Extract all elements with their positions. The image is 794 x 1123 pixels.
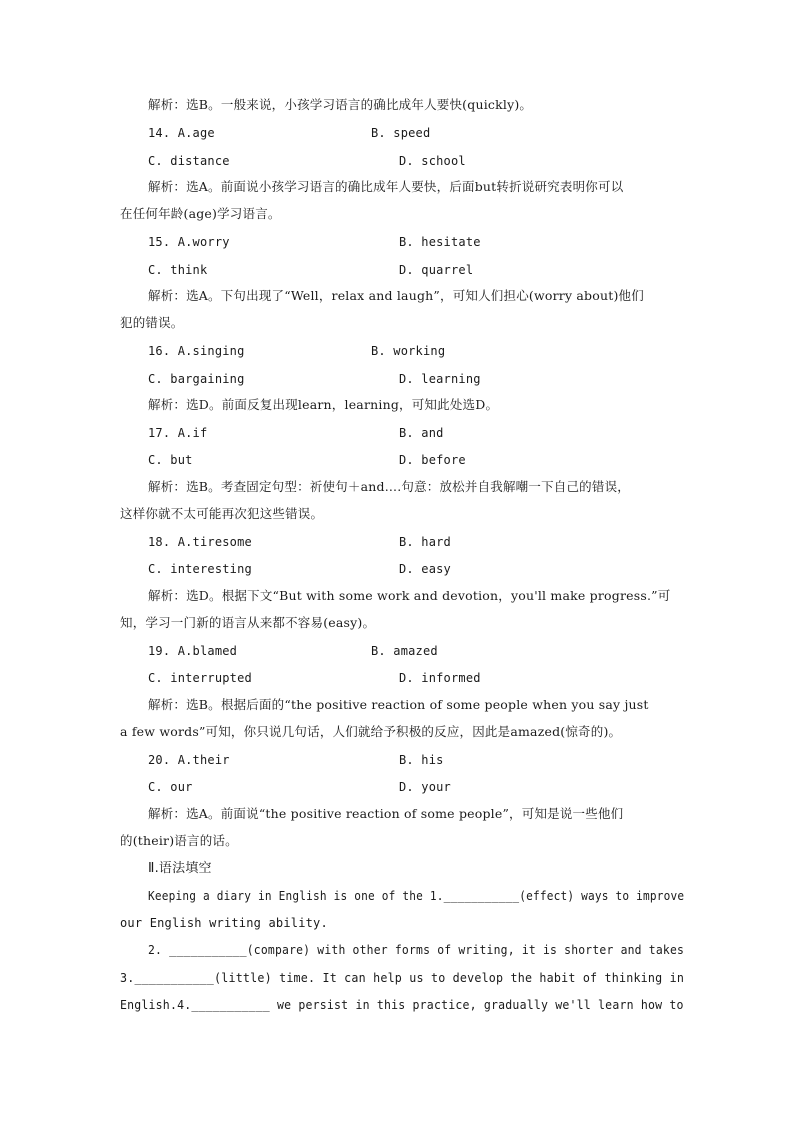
q20-option-b: B. his bbox=[399, 753, 444, 767]
passage-line-3: 2. ___________(compare) with other forms of writing, it is shorter and takes bbox=[148, 943, 685, 957]
answer-20-explanation-cont: 的(their)语言的话。 bbox=[120, 833, 238, 848]
q14-option-a: 14. A.age bbox=[148, 126, 215, 140]
q16-option-d: D. learning bbox=[399, 372, 481, 386]
q15-option-c: C. think bbox=[148, 263, 208, 277]
q15-option-d: D. quarrel bbox=[399, 263, 474, 277]
q19-option-b: B. amazed bbox=[371, 644, 438, 658]
q17-option-b: B. and bbox=[399, 426, 444, 440]
answer-15-explanation-cont: 犯的错误。 bbox=[120, 315, 184, 330]
passage-line-5: English.4.___________ we persist in this practice, gradually we'll learn how to bbox=[120, 998, 684, 1012]
answer-18-explanation: 解析：选D。根据下文“But with some work and devotion，you'll make progress.”可 bbox=[148, 588, 671, 603]
q18-option-d: D. easy bbox=[399, 562, 451, 576]
q18-option-a: 18. A.tiresome bbox=[148, 535, 252, 549]
q17-option-a: 17. A.if bbox=[148, 426, 208, 440]
q18-option-b: B. hard bbox=[399, 535, 451, 549]
answer-14-explanation-cont: 在任何年龄(age)学习语言。 bbox=[120, 206, 281, 221]
q17-option-c: C. but bbox=[148, 453, 193, 467]
passage-line-2: our English writing ability. bbox=[120, 916, 328, 930]
answer-16-explanation: 解析：选D。前面反复出现learn，learning，可知此处选D。 bbox=[148, 397, 499, 412]
q20-option-a: 20. A.their bbox=[148, 753, 230, 767]
answer-19-explanation-cont: a few words”可知，你只说几句话，人们就给予积极的反应，因此是amazed(惊奇的)。 bbox=[120, 724, 622, 739]
q19-option-a: 19. A.blamed bbox=[148, 644, 238, 658]
q16-option-c: C. bargaining bbox=[148, 372, 245, 386]
q14-option-c: C. distance bbox=[148, 154, 230, 168]
q18-option-c: C. interesting bbox=[148, 562, 252, 576]
q14-option-d: D. school bbox=[399, 154, 466, 168]
answer-14-explanation: 解析：选A。前面说小孩学习语言的确比成年人要快，后面but转折说研究表明你可以 bbox=[148, 179, 624, 194]
answer-19-explanation: 解析：选B。根据后面的“the positive reaction of some people when you say just bbox=[148, 697, 649, 712]
q19-option-c: C. interrupted bbox=[148, 671, 252, 685]
answer-18-explanation-cont: 知，学习一门新的语言从来都不容易(easy)。 bbox=[120, 615, 376, 630]
passage-line-1: Keeping a diary in English is one of the 1.___________(effect) ways to improve bbox=[148, 889, 685, 903]
q15-option-b: B. hesitate bbox=[399, 235, 481, 249]
answer-13-explanation: 解析：选B。一般来说，小孩学习语言的确比成年人要快(quickly)。 bbox=[148, 97, 533, 112]
answer-17-explanation: 解析：选B。考查固定句型：祈使句＋and....句意：放松并自我解嘲一下自己的错误， bbox=[148, 479, 630, 494]
answer-17-explanation-cont: 这样你就不太可能再次犯这些错误。 bbox=[120, 506, 324, 521]
q16-option-b: B. working bbox=[371, 344, 446, 358]
q20-option-c: C. our bbox=[148, 780, 193, 794]
q17-option-d: D. before bbox=[399, 453, 466, 467]
q20-option-d: D. your bbox=[399, 780, 451, 794]
q19-option-d: D. informed bbox=[399, 671, 481, 685]
passage-line-4: 3.___________(little) time. It can help us to develop the habit of thinking in bbox=[120, 971, 685, 985]
answer-20-explanation: 解析：选A。前面说“the positive reaction of some people”，可知是说一些他们 bbox=[148, 806, 624, 821]
q16-option-a: 16. A.singing bbox=[148, 344, 245, 358]
q14-option-b: B. speed bbox=[371, 126, 431, 140]
answer-15-explanation: 解析：选A。下句出现了“Well，relax and laugh”，可知人们担心(worry about)他们 bbox=[148, 288, 644, 303]
section-heading: Ⅱ.语法填空 bbox=[148, 861, 212, 876]
q15-option-a: 15. A.worry bbox=[148, 235, 230, 249]
